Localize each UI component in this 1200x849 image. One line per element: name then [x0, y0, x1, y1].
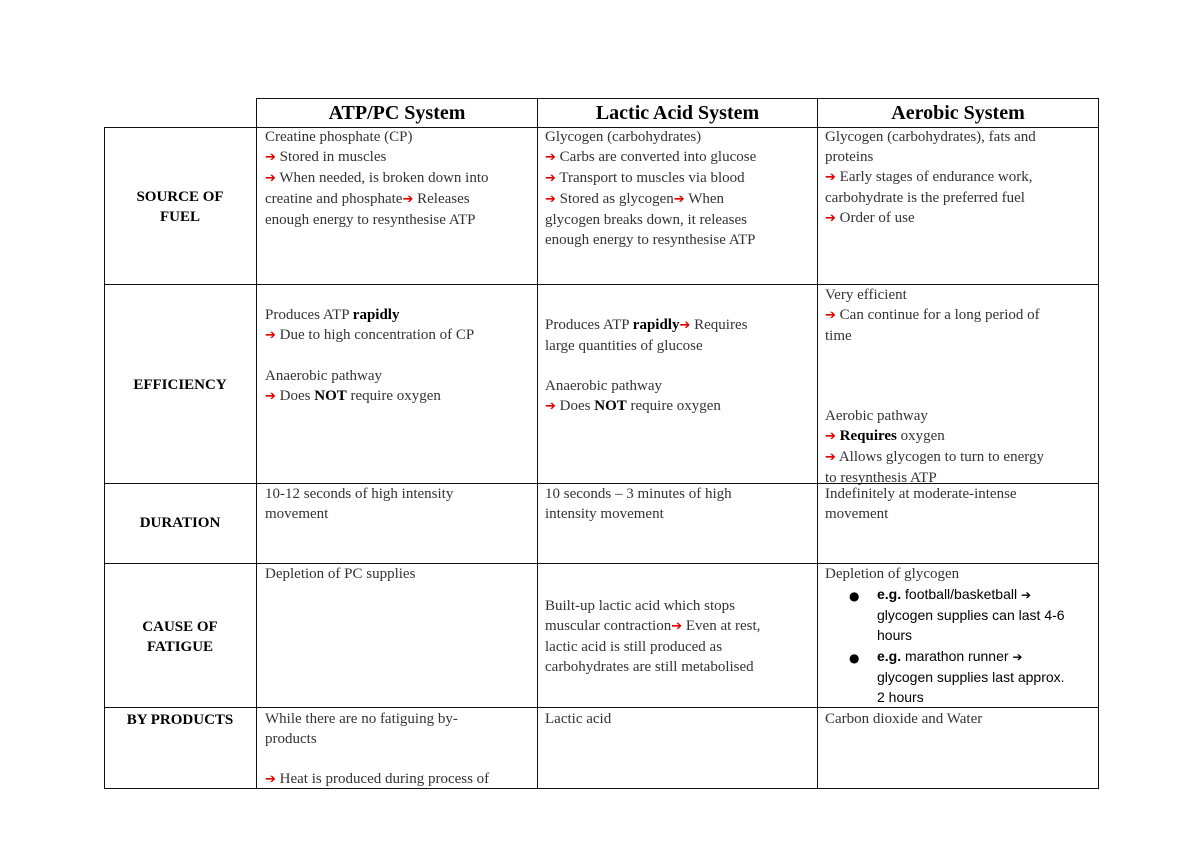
column-header-atp-pc: ATP/PC System — [328, 102, 466, 124]
bullet-list — [825, 584, 1095, 708]
arrow-icon: ➔ — [545, 192, 556, 207]
list-item: e.g. football/basketball ➔ glycogen supplies can last 4-6 hours — [877, 586, 1065, 643]
arrow-icon: ➔ — [265, 150, 276, 165]
arrow-icon: ➔ — [825, 211, 836, 226]
cell-duration-aerobic: Indefinitely at moderate-intense movement — [825, 486, 1017, 522]
cell-efficiency-lactic: Produces ATP rapidly➔ Requires large quantities of glucose Anaerobic pathway ➔ Does NOT require oxygen — [545, 317, 748, 414]
column-header-aerobic: Aerobic System — [891, 102, 1025, 124]
bullet-icon: ● — [849, 651, 860, 665]
arrow-icon: ➔ — [1012, 650, 1023, 664]
table-border-bottom — [104, 788, 1099, 789]
cell-fuel-aerobic: Glycogen (carbohydrates), fats and proteins ➔ Early stages of endurance work, carbohydrate is the preferred fuel ➔ Order of use — [825, 129, 1036, 226]
arrow-icon: ➔ — [545, 150, 556, 165]
arrow-icon: ➔ — [265, 328, 276, 343]
arrow-icon: ➔ — [1020, 588, 1032, 602]
cell-fatigue-aerobic: Depletion of glycogen ● e.g. football/basketball ➔ glycogen supplies can last 4-6 hours ● e.g. marathon runner ➔ glycogen supplies last approx. 2 hours — [825, 564, 1095, 707]
arrow-icon: ➔ — [825, 170, 836, 185]
arrow-icon: ➔ — [679, 318, 691, 333]
arrow-icon: ➔ — [825, 308, 836, 323]
cell-fuel-lactic: Glycogen (carbohydrates) ➔ Carbs are converted into glucose ➔ Transport to muscles via blood ➔ Stored as glycogen➔ When glycogen breaks down, it releases enough energy to resynthesise ATP — [545, 129, 757, 248]
arrow-icon: ➔ — [265, 171, 276, 186]
cell-byproducts-atp: While there are no fatiguing by- products ➔ Heat is produced during process of — [265, 711, 490, 787]
arrow-icon: ➔ — [545, 399, 556, 414]
arrow-icon: ➔ — [825, 429, 836, 444]
cell-efficiency-aerobic: Very efficient ➔ Can continue for a long period of time Aerobic pathway ➔ Requires oxygen ➔ Allows glycogen to turn to energy to resynthesis ATP — [825, 287, 1044, 486]
row-label-source-of-fuel: SOURCE OF FUEL — [136, 189, 224, 225]
arrow-icon: ➔ — [265, 389, 276, 404]
arrow-icon: ➔ — [545, 171, 556, 186]
column-header-lactic-acid: Lactic Acid System — [595, 102, 760, 124]
arrow-icon: ➔ — [402, 192, 414, 207]
arrow-icon: ➔ — [671, 619, 683, 634]
list-item: e.g. marathon runner ➔ glycogen supplies last approx. 2 hours — [877, 648, 1065, 705]
table-col-rule-2 — [537, 98, 538, 789]
cell-fatigue-atp: Depletion of PC supplies — [265, 566, 416, 582]
row-label-cause-of-fatigue: CAUSE OF FATIGUE — [142, 619, 218, 655]
cell-fatigue-lactic: Built-up lactic acid which stops muscular contraction➔ Even at rest, lactic acid is still produced as carbohydrates are still metabolised — [545, 598, 761, 675]
arrow-icon: ➔ — [673, 192, 685, 207]
table-border-right — [1098, 98, 1099, 789]
row-label-by-products: BY PRODUCTS — [126, 712, 234, 728]
row-label-duration: DURATION — [139, 515, 221, 531]
table-col-rule-1 — [256, 98, 257, 789]
bullet-icon: ● — [849, 589, 860, 603]
arrow-icon: ➔ — [265, 772, 276, 787]
cell-byproducts-lactic: Lactic acid — [545, 711, 612, 727]
row-label-efficiency: EFFICIENCY — [133, 377, 227, 393]
cell-duration-atp: 10-12 seconds of high intensity movement — [265, 486, 454, 522]
table-col-rule-3 — [817, 98, 818, 789]
cell-byproducts-aerobic: Carbon dioxide and Water — [825, 711, 983, 727]
cell-efficiency-atp: Produces ATP rapidly ➔ Due to high concentration of CP Anaerobic pathway ➔ Does NOT require oxygen — [265, 307, 475, 404]
cell-fuel-atp: Creatine phosphate (CP) ➔ Stored in muscles ➔ When needed, is broken down into creatine and phosphate➔ Releases enough energy to resynthesise ATP — [265, 129, 489, 228]
cell-duration-lactic: 10 seconds – 3 minutes of high intensity movement — [545, 486, 732, 522]
arrow-icon: ➔ — [825, 450, 836, 465]
